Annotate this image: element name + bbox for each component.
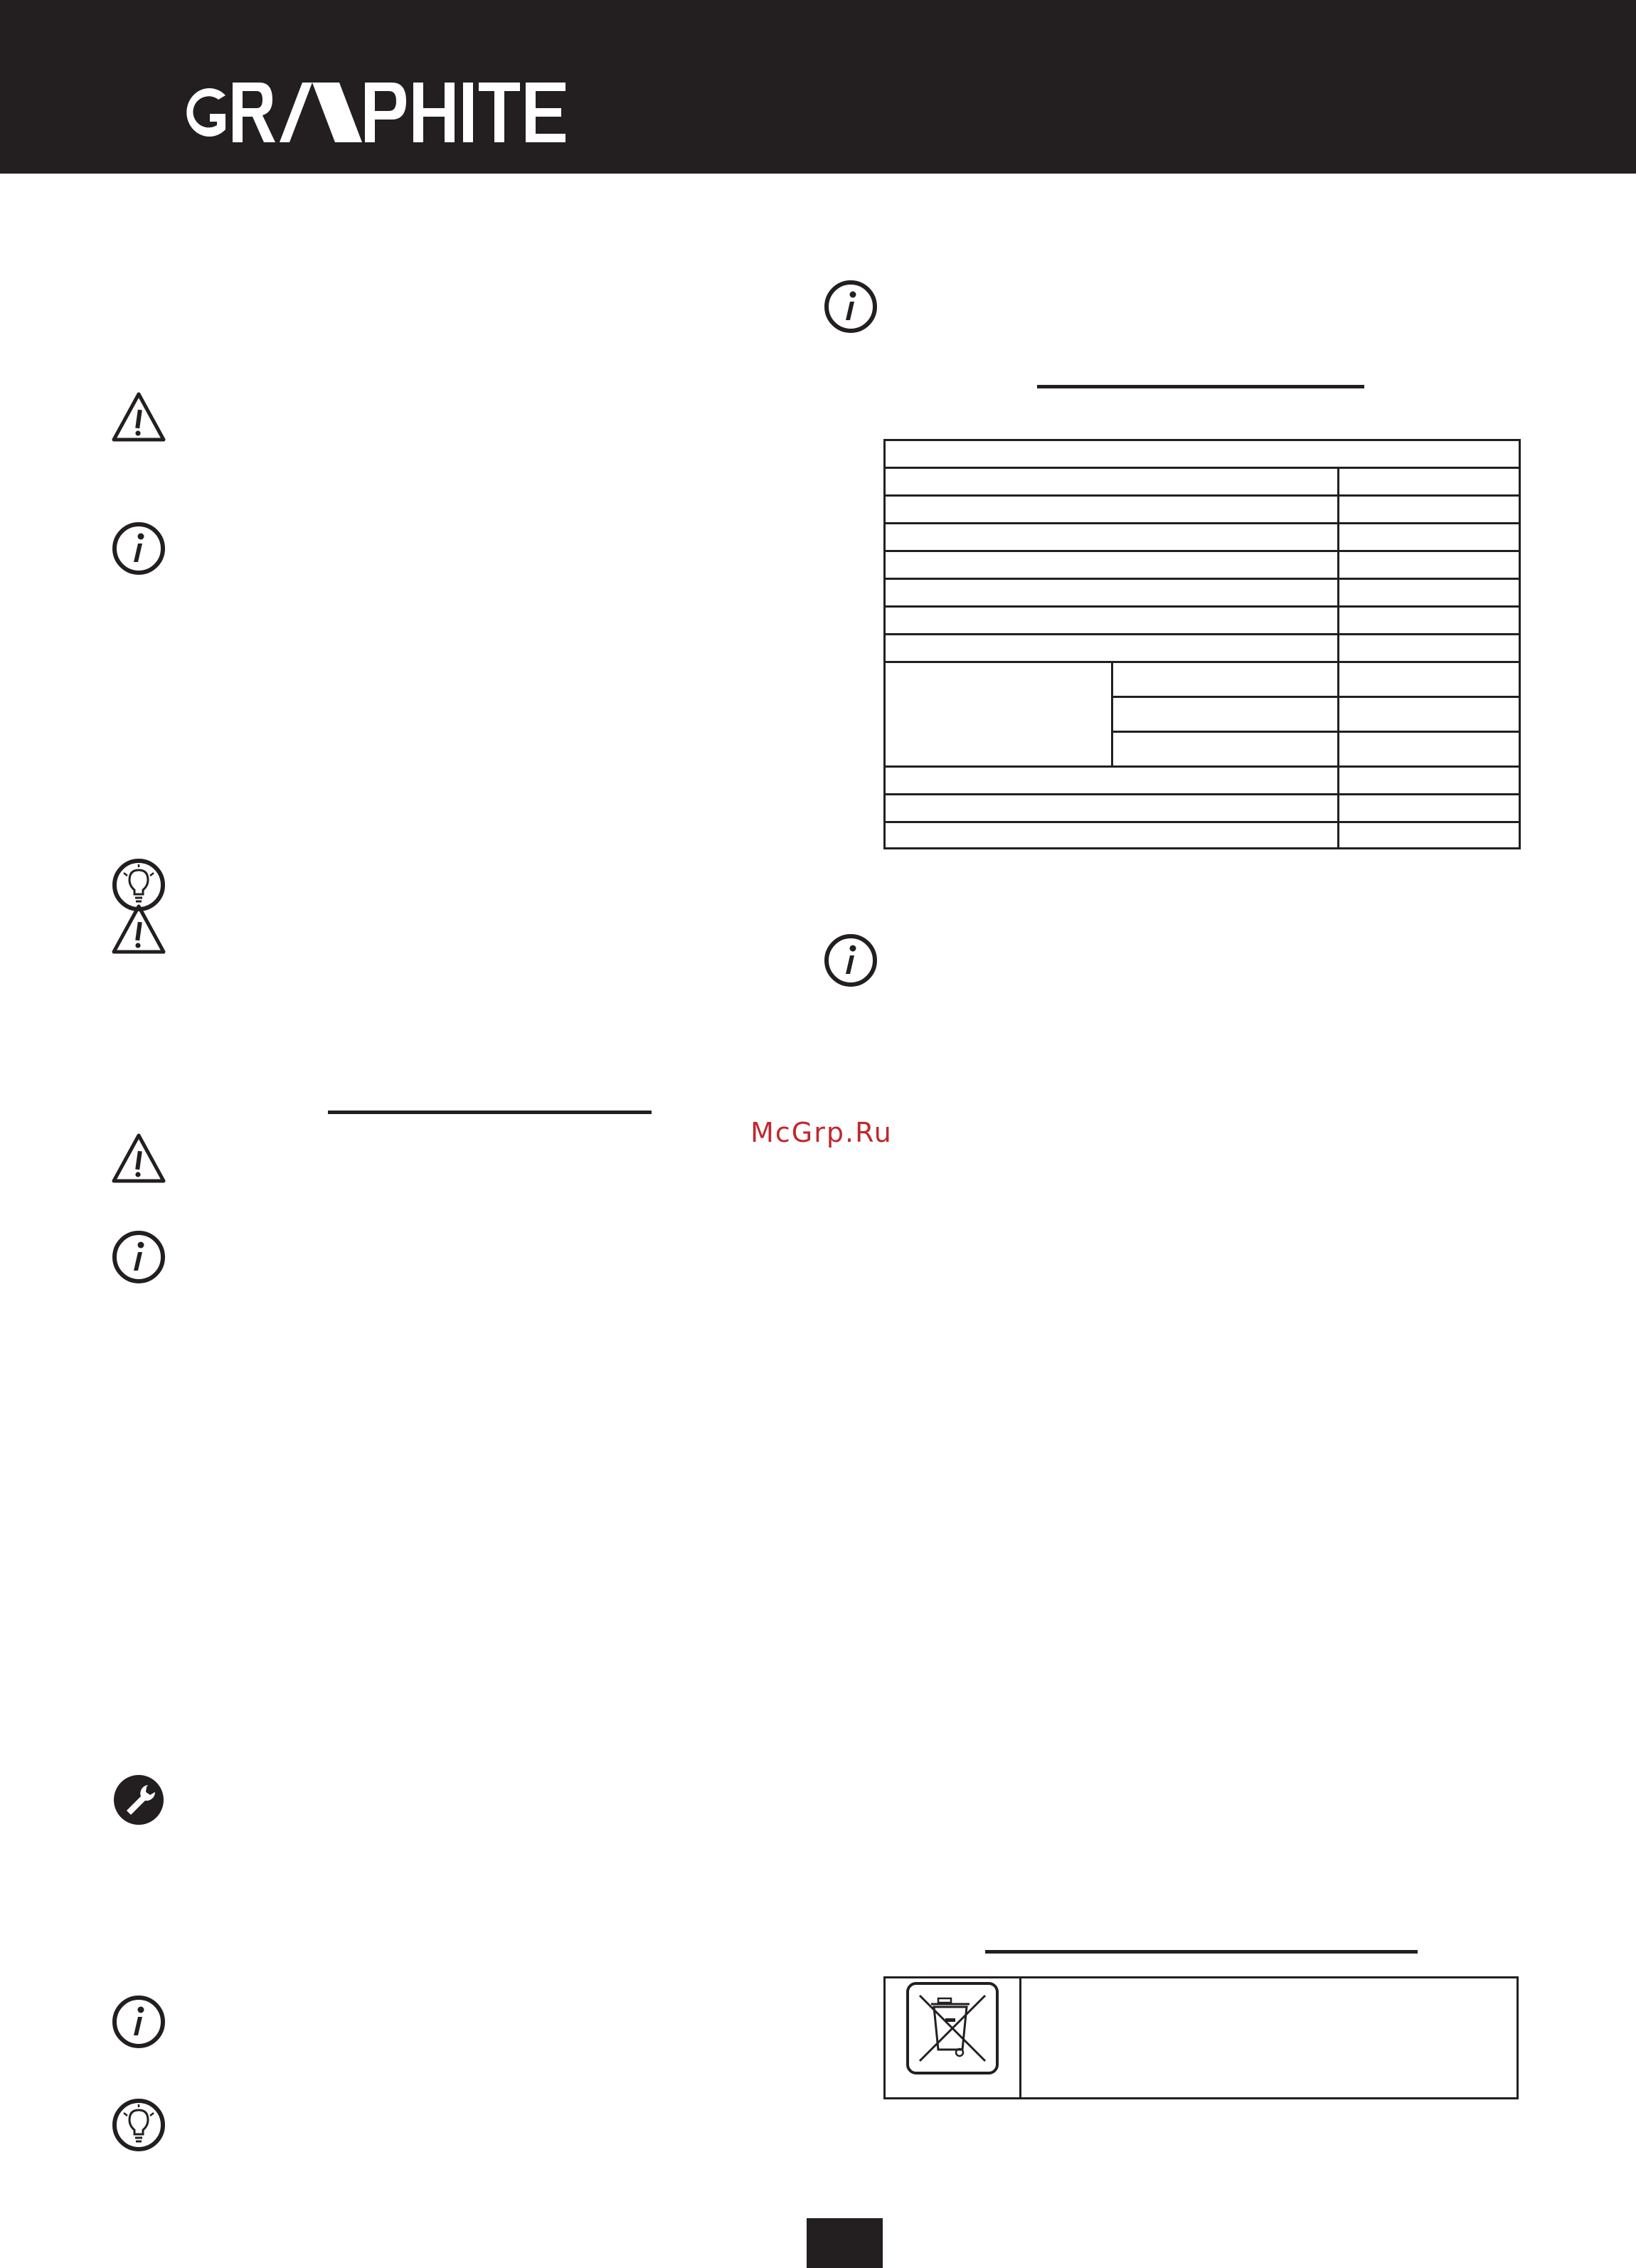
table-row <box>885 524 1520 551</box>
graphite-logo <box>181 78 569 146</box>
table-cell <box>1112 697 1339 732</box>
technical-data-heading-rule <box>1037 385 1364 388</box>
table-row <box>885 822 1520 849</box>
table-cell <box>1339 635 1520 662</box>
weee-disposal-box <box>883 1976 1519 2099</box>
table-cell <box>885 440 1520 468</box>
table-cell-group-label <box>885 662 1112 767</box>
table-cell <box>885 496 1339 524</box>
info-icon <box>111 1229 166 1285</box>
table-cell <box>1339 732 1520 767</box>
table-cell <box>1112 732 1339 767</box>
info-icon <box>823 933 878 988</box>
warning-icon <box>111 902 166 958</box>
table-cell <box>1339 822 1520 849</box>
weee-box-divider <box>1019 1978 1021 2097</box>
table-header-row <box>885 440 1520 468</box>
warning-icon <box>111 390 166 445</box>
table-cell <box>1339 579 1520 607</box>
table-cell <box>1339 662 1520 697</box>
table-cell <box>885 607 1339 635</box>
table-cell <box>885 822 1339 849</box>
table-row <box>885 635 1520 662</box>
table-cell <box>885 524 1339 551</box>
page-number-tab <box>807 2218 883 2268</box>
table-row <box>885 579 1520 607</box>
table-cell <box>1339 795 1520 822</box>
table-cell <box>1339 524 1520 551</box>
info-icon <box>111 1994 166 2050</box>
environment-heading-rule <box>985 1950 1418 1954</box>
table-cell <box>1339 551 1520 579</box>
info-icon <box>823 279 878 334</box>
table-cell <box>885 767 1339 795</box>
table-row <box>885 468 1520 496</box>
technical-data-table <box>883 439 1521 849</box>
table-row <box>885 607 1520 635</box>
table-cell <box>885 795 1339 822</box>
table-cell <box>1339 767 1520 795</box>
warning-icon <box>111 1131 166 1187</box>
table-row <box>885 662 1520 697</box>
table-row <box>885 551 1520 579</box>
table-row <box>885 795 1520 822</box>
table-cell <box>885 579 1339 607</box>
section-heading-rule <box>328 1111 652 1114</box>
table-cell <box>1112 662 1339 697</box>
table-cell <box>1339 496 1520 524</box>
table-cell <box>885 468 1339 496</box>
info-icon <box>111 521 166 576</box>
lightbulb-icon <box>111 2097 166 2153</box>
table-cell <box>885 635 1339 662</box>
table-cell <box>1339 468 1520 496</box>
table-cell <box>1339 607 1520 635</box>
header-bar <box>0 0 1636 174</box>
table-cell <box>885 551 1339 579</box>
watermark-text: McGrp.Ru <box>750 1117 893 1148</box>
table-cell <box>1339 697 1520 732</box>
crossed-out-wheelie-bin-icon <box>905 1981 999 2075</box>
table-row <box>885 767 1520 795</box>
wrench-icon <box>111 1772 166 1828</box>
table-row <box>885 496 1520 524</box>
